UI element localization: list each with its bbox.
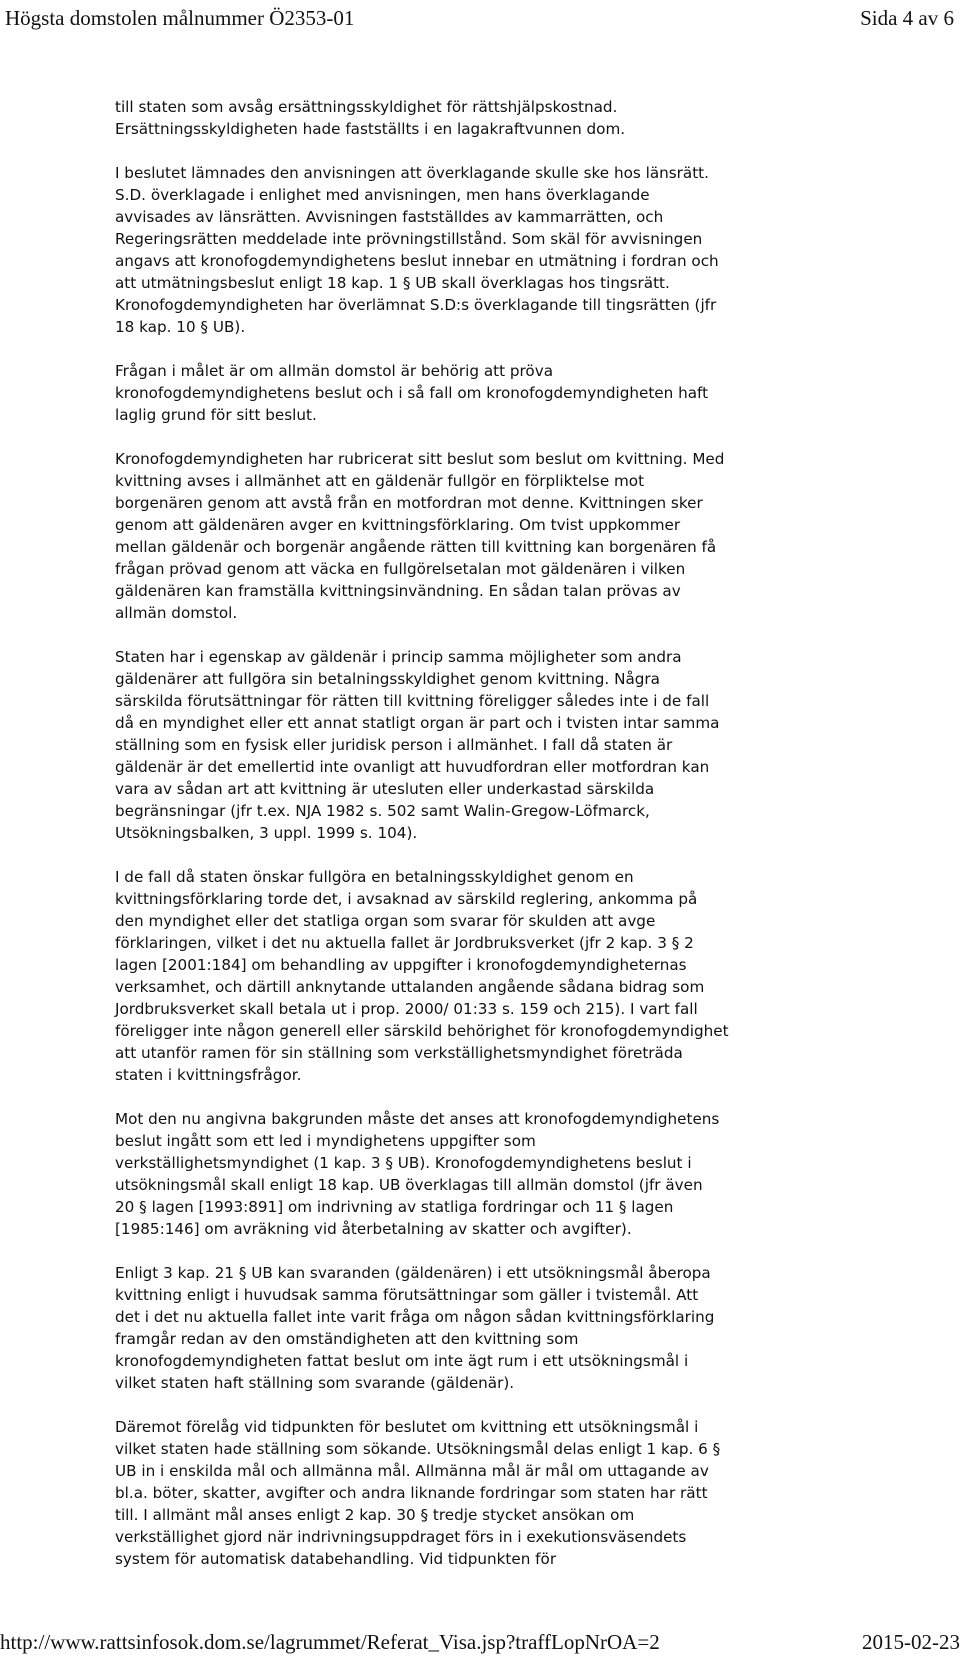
paragraph: Enligt 3 kap. 21 § UB kan svaranden (gäldenären) i ett utsökningsmål åberopa kvittning enligt i huvudsak samma förutsättningar som gäller i tvistemål. Att det i det nu aktuella fallet inte varit fråga om någon sådan kvittningsförklaring framgår redan av den omständigheten att den kvittning som kronofogdemyndigheten fattat beslut om inte ägt rum i ett utsökningsmål i vilket staten haft ställning som svarande (gäldenär). bbox=[115, 1264, 715, 1392]
source-url: http://www.rattsinfosok.dom.se/lagrummet/Referat_Visa.jsp?traffLopNrOA=2 bbox=[0, 1630, 660, 1654]
page-number: Sida 4 av 6 bbox=[860, 6, 954, 30]
paragraph: I de fall då staten önskar fullgöra en betalningsskyldighet genom en kvittningsförklaring torde det, i avsaknad av särskild reglering, ankomma på den myndighet eller det statliga organ som svarar för skulden att avge förklaringen, vilket i det nu aktuella fallet är Jordbruksverket (jfr 2 kap. 3 § 2 lagen [2001:184] om behandling av uppgifter i kronofogdemyndigheternas verksamhet, och därtill anknytande uttalanden angående sådana bidrag som Jordbruksverket skall betala ut i prop. 2000/ 01:33 s. 159 och 215). I vart fall föreligger inte någon generell eller särskild behörighet för kronofogdemyndighet att utanför ramen för sin ställning som verkställighetsmyndighet företräda staten i kvittningsfrågor. bbox=[115, 868, 729, 1084]
print-date: 2015-02-23 bbox=[862, 1630, 960, 1654]
paragraph: I beslutet lämnades den anvisningen att överklagande skulle ske hos länsrätt. S.D. överklagade i enlighet med anvisningen, men hans överklagande avvisades av länsrätten. Avvisningen fastställdes av kammarrätten, och Regeringsrätten meddelade inte prövningstillstånd. Som skäl för avvisningen angavs att kronofogdemyndighetens beslut innebar en utmätning i fordran och att utmätningsbeslut enligt 18 kap. 1 § UB skall överklagas hos tingsrätt. Kronofogdemyndigheten har överlämnat S.D:s överklagande till tingsrätten (jfr 18 kap. 10 § UB). bbox=[115, 164, 719, 336]
paragraph: till staten som avsåg ersättningsskyldighet för rättshjälpskostnad. Ersättningsskyldigheten hade fastställts i en lagakraftvunnen dom. bbox=[115, 98, 626, 138]
paragraph: Frågan i målet är om allmän domstol är behörig att pröva kronofogdemyndighetens beslut och i så fall om kronofogdemyndigheten haft laglig grund för sitt beslut. bbox=[115, 362, 709, 424]
paragraph: Kronofogdemyndigheten har rubricerat sitt beslut som beslut om kvittning. Med kvittning avses i allmänhet att en gäldenär fullgör en förpliktelse mot borgenären genom att avstå från en motfordran mot denne. Kvittningen sker genom att gäldenären avger en kvittningsförklaring. Om tvist uppkommer mellan gäldenär och borgenär angående rätten till kvittning kan borgenären få frågan prövad genom att väcka en fullgörelsetalan mot gäldenären i vilken gäldenären kan framställa kvittningsinvändning. En sådan talan prövas av allmän domstol. bbox=[115, 450, 725, 622]
document-body bbox=[115, 96, 930, 1592]
document-title: Högsta domstolen målnummer Ö2353-01 bbox=[5, 6, 355, 30]
paragraph: Däremot förelåg vid tidpunkten för beslutet om kvittning ett utsökningsmål i vilket staten hade ställning som sökande. Utsökningsmål delas enligt 1 kap. 6 § UB in i enskilda mål och allmänna mål. Allmänna mål är mål om uttagande av bl.a. böter, skatter, avgifter och andra liknande fordringar som staten har rätt till. I allmänt mål anses enligt 2 kap. 30 § tredje stycket ansökan om verkställighet gjord när indrivningsuppdraget förs in i exekutionsväsendets system för automatisk databehandling. Vid tidpunkten för bbox=[115, 1418, 721, 1568]
page-footer bbox=[0, 1627, 960, 1657]
page-header bbox=[5, 6, 954, 38]
paragraph: Staten har i egenskap av gäldenär i princip samma möjligheter som andra gäldenärer att fullgöra sin betalningsskyldighet genom kvittning. Några särskilda förutsättningar för rätten till kvittning föreligger således inte i de fall då en myndighet eller ett annat statligt organ är part och i tvisten intar samma ställning som en fysisk eller juridisk person i allmänhet. I fall då staten är gäldenär är det emellertid inte ovanligt att huvudfordran eller motfordran kan vara av sådan art att kvittning är utesluten eller underkastad särskilda begränsningar (jfr t.ex. NJA 1982 s. 502 samt Walin-Gregow-Löfmarck, Utsökningsbalken, 3 uppl. 1999 s. 104). bbox=[115, 648, 720, 842]
paragraph: Mot den nu angivna bakgrunden måste det anses att kronofogdemyndighetens beslut ingått som ett led i myndighetens uppgifter som verkställighetsmyndighet (1 kap. 3 § UB). Kronofogdemyndighetens beslut i utsökningsmål skall enligt 18 kap. UB överklagas till allmän domstol (jfr även 20 § lagen [1993:891] om indrivning av statliga fordringar och 11 § lagen [1985:146] om avräkning vid återbetalning av skatter och avgifter). bbox=[115, 1110, 720, 1238]
